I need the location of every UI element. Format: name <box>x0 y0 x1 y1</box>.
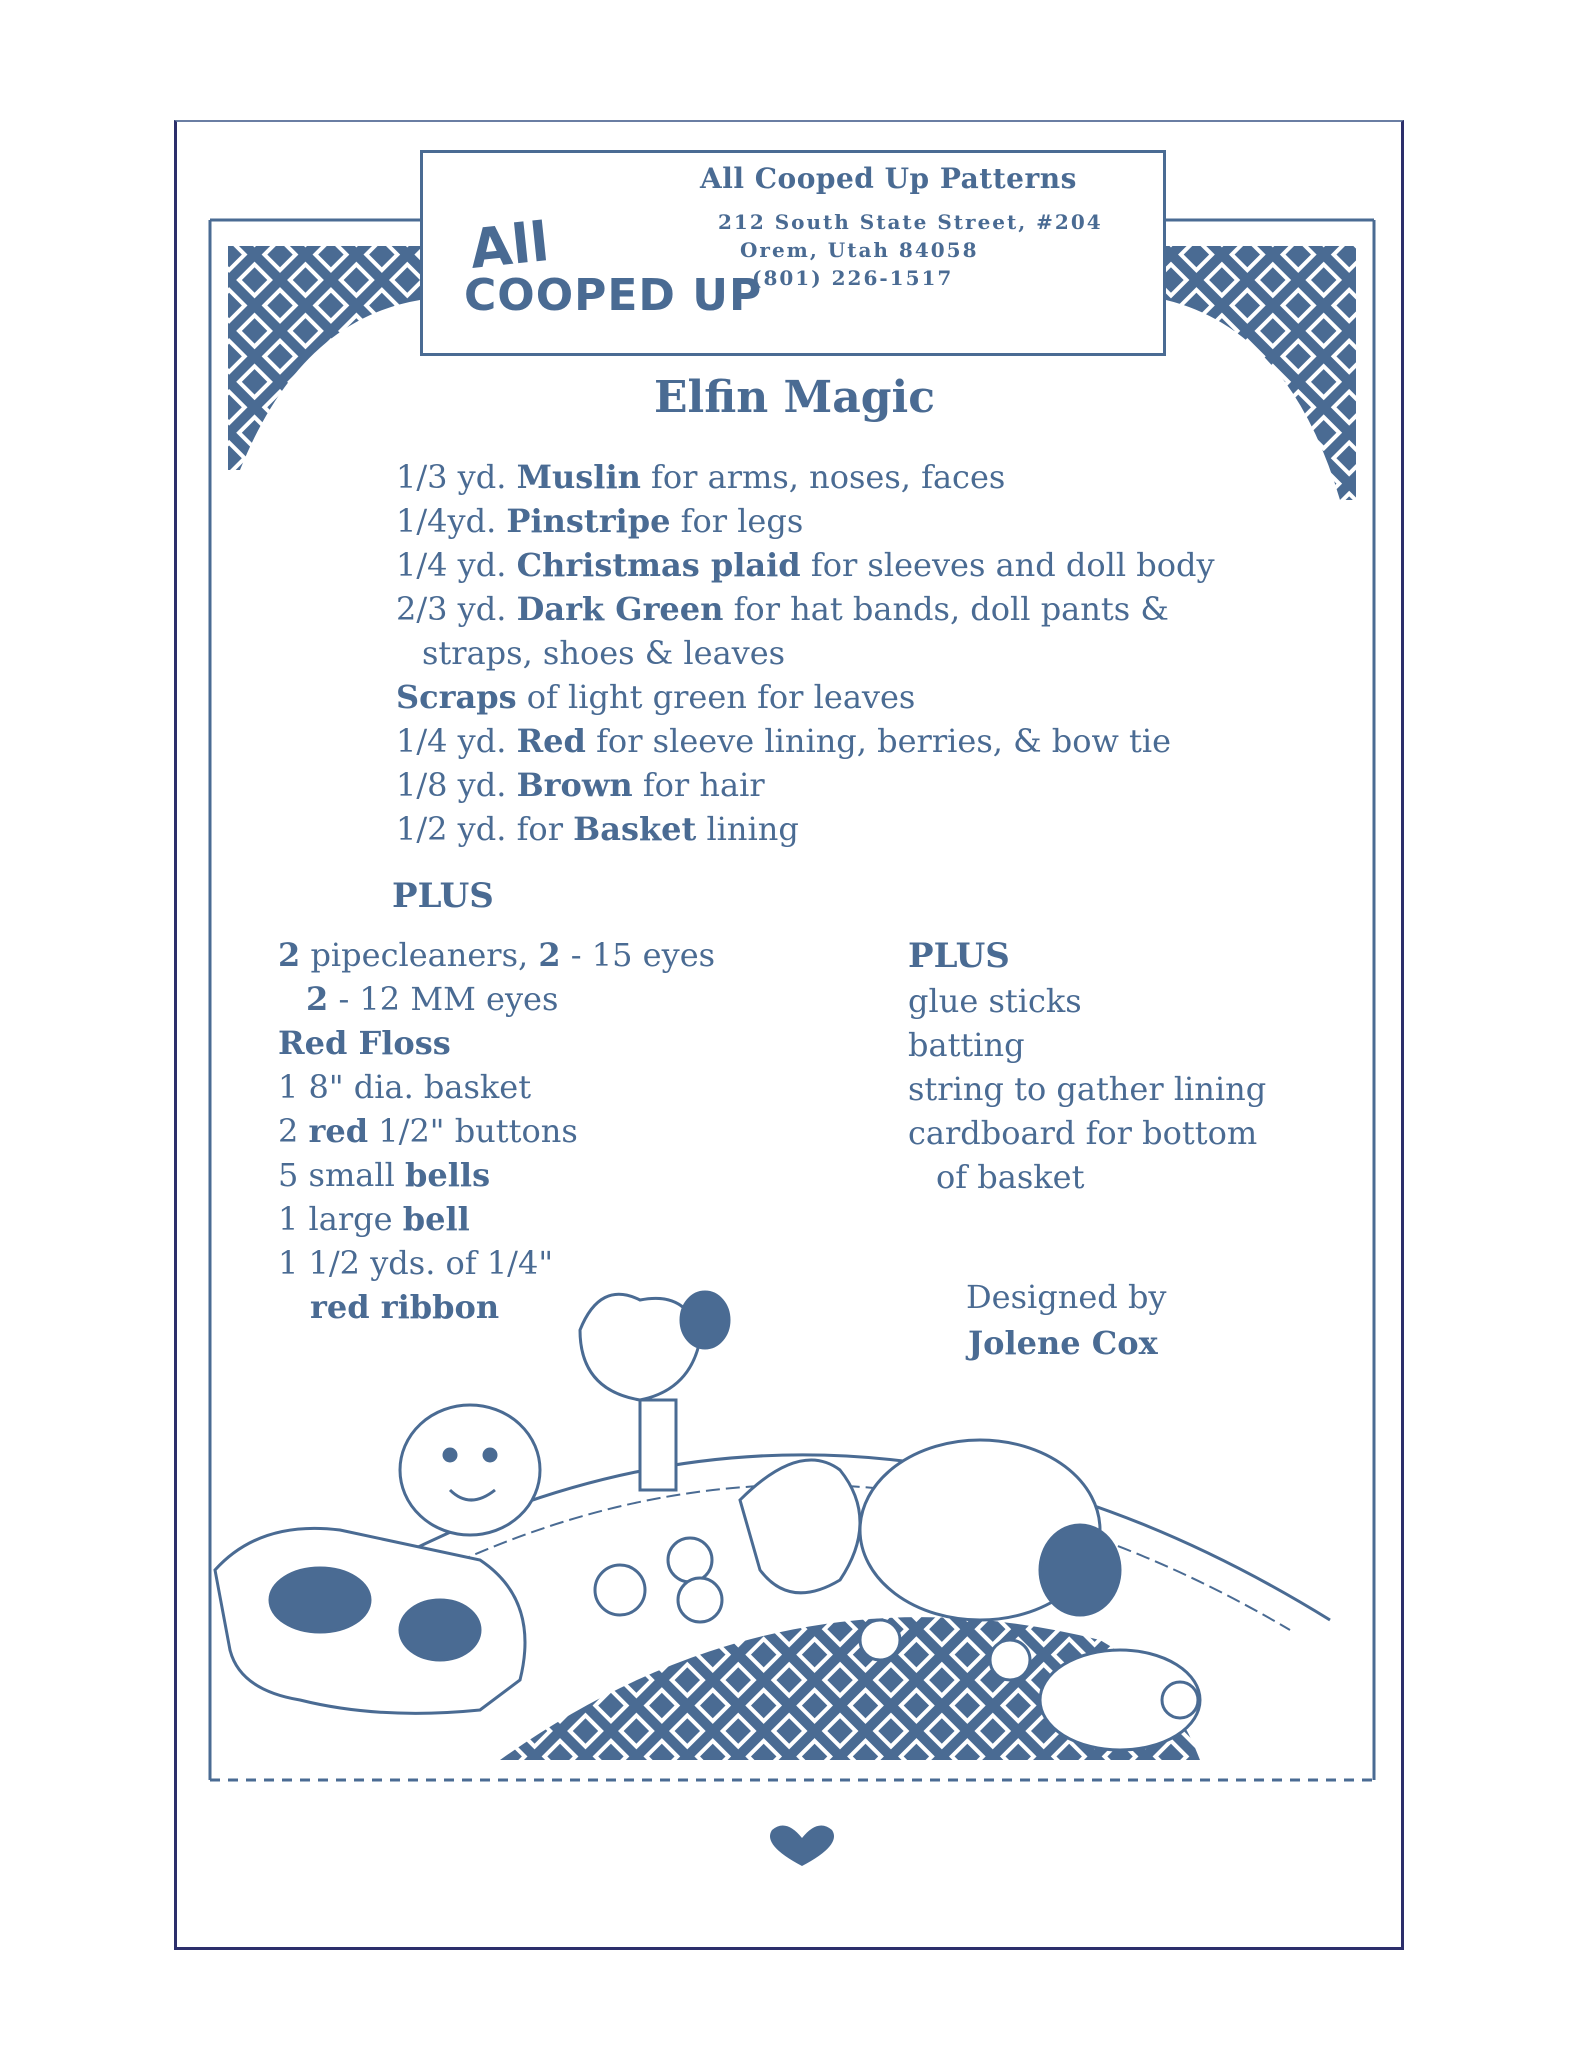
supply-part: pipecleaners, <box>300 936 539 974</box>
supply-part: bell <box>402 1200 470 1238</box>
address-line2: Orem, Utah 84058 <box>740 238 979 262</box>
designer-name: Jolene Cox <box>968 1324 1158 1362</box>
fabric-item: Muslin <box>516 458 641 496</box>
fabric-qty: 1/4 yd. <box>396 546 517 584</box>
fabric-line <box>396 678 915 716</box>
fabric-use: for legs <box>670 502 804 540</box>
supply-line: string to gather lining <box>908 1070 1267 1108</box>
fabric-use: for hat bands, doll pants & <box>723 590 1169 628</box>
fabric-line <box>396 766 765 804</box>
fabric-use: for hair <box>632 766 765 804</box>
cow-illustration <box>215 1405 540 1713</box>
fabric-qty: 1/3 yd. <box>396 458 517 496</box>
left-lattice-corner <box>228 246 420 470</box>
supply-line <box>278 1244 553 1282</box>
supply-part: bells <box>405 1156 491 1194</box>
plus-heading: PLUS <box>392 876 494 916</box>
fabric-item: Scraps <box>396 678 517 716</box>
supply-line <box>310 1288 499 1326</box>
fabric-qty: 2/3 yd. <box>396 590 517 628</box>
supply-part: 2 <box>278 936 301 974</box>
fabric-item: Basket <box>573 810 697 848</box>
chicken-illustration <box>595 1460 860 1622</box>
supply-line <box>278 1024 451 1062</box>
fabric-line <box>396 722 1171 760</box>
fabric-use: for sleeve lining, berries, & bow tie <box>585 722 1172 760</box>
pig-illustration <box>1040 1650 1200 1750</box>
supply-line: glue sticks <box>908 982 1082 1020</box>
right-lattice-corner <box>1166 246 1356 500</box>
supply-part: 5 small <box>278 1156 406 1194</box>
supply-line <box>278 1200 470 1238</box>
supply-line: batting <box>908 1026 1025 1064</box>
company-name: All Cooped Up Patterns <box>700 162 1077 195</box>
fabric-item: Red <box>516 722 586 760</box>
fabric-use: for arms, noses, faces <box>640 458 1006 496</box>
fabric-line <box>396 810 799 848</box>
supply-part: 1/2" buttons <box>368 1112 578 1150</box>
supply-part: 2 <box>306 980 329 1018</box>
supply-line <box>278 1068 531 1106</box>
supply-line <box>278 936 715 974</box>
right-plus-heading: PLUS <box>908 936 1010 976</box>
fabric-use: for sleeves and doll body <box>800 546 1215 584</box>
supply-part: 1 8" dia. basket <box>278 1068 532 1106</box>
fabric-use: straps, shoes & leaves <box>422 634 786 672</box>
phone: (801) 226-1517 <box>752 266 954 290</box>
supply-part: Red Floss <box>278 1024 451 1062</box>
supply-part: red ribbon <box>310 1288 500 1326</box>
fabric-qty: 1/8 yd. <box>396 766 517 804</box>
supply-part: 2 <box>278 1112 309 1150</box>
supply-part: - 12 MM eyes <box>328 980 559 1018</box>
supply-line <box>306 980 558 1018</box>
pattern-title: Elfin Magic <box>654 372 936 423</box>
fabric-use: lining <box>696 810 799 848</box>
fabric-qty: 1/4yd. <box>396 502 507 540</box>
fabric-line <box>396 502 803 540</box>
fabric-line <box>422 634 785 672</box>
fabric-item: Dark Green <box>516 590 724 628</box>
designed-by-label: Designed by <box>966 1278 1167 1316</box>
fabric-item: Pinstripe <box>506 502 671 540</box>
heart-ornament <box>770 1826 834 1867</box>
supply-part: red <box>308 1112 369 1150</box>
supply-line: of basket <box>936 1158 1085 1196</box>
address-line1: 212 South State Street, #204 <box>718 210 1103 234</box>
fabric-item: Christmas plaid <box>516 546 801 584</box>
logo-line1: All <box>466 210 552 281</box>
supply-part: - 15 eyes <box>560 936 716 974</box>
supply-line: cardboard for bottom <box>908 1114 1258 1152</box>
fabric-use: of light green for leaves <box>516 678 916 716</box>
supply-part: 2 <box>538 936 561 974</box>
supply-part: 1 1/2 yds. of 1/4" <box>278 1244 554 1282</box>
supply-part: 1 large <box>278 1200 403 1238</box>
logo-line2: COOPED UP <box>464 270 763 321</box>
fabric-line <box>396 546 1215 584</box>
fabric-item: Brown <box>516 766 633 804</box>
fabric-line <box>396 590 1169 628</box>
fabric-line <box>396 458 1005 496</box>
fabric-qty: 1/2 yd. for <box>396 810 574 848</box>
supply-line <box>278 1156 490 1194</box>
fabric-qty: 1/4 yd. <box>396 722 517 760</box>
supply-line <box>278 1112 578 1150</box>
